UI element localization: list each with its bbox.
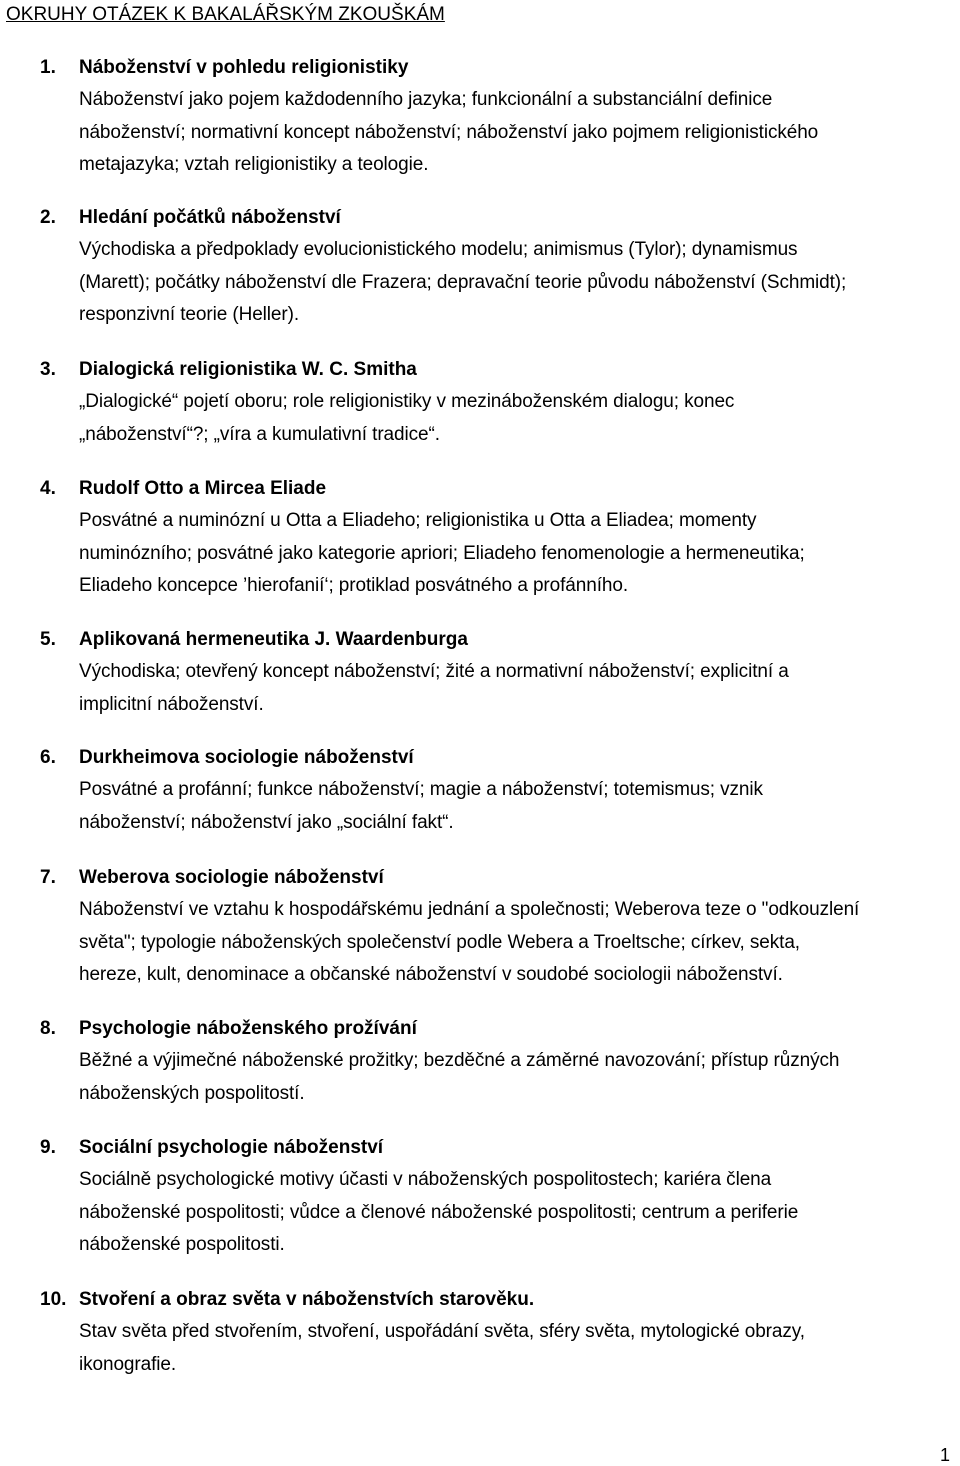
body-line: „Dialogické“ pojetí oboru; role religionistiky v mezináboženském dialogu; konec: [79, 391, 735, 412]
section-heading: Náboženství v pohledu religionistiky: [79, 57, 409, 78]
body-line: ikonografie.: [79, 1353, 177, 1375]
document-title: OKRUHY OTÁZEK K BAKALÁŘSKÝM ZKOUŠKÁM: [6, 4, 445, 25]
section-body: [79, 234, 957, 332]
section-body: [79, 84, 957, 182]
section-heading: Aplikovaná hermeneutika J. Waardenburga: [79, 629, 468, 650]
section-heading: Dialogická religionistika W. C. Smitha: [79, 359, 417, 380]
body-line: Posvátné a numinózní u Otta a Eliadeho; religionistika u Otta a Eliadea; momenty: [79, 510, 757, 531]
section-heading: Weberova sociologie náboženství: [79, 867, 384, 888]
body-line: Východiska; otevřený koncept náboženství; žité a normativní náboženství; explicitní a: [79, 661, 789, 682]
body-line: Náboženství ve vztahu k hospodářskému jednání a společnosti; Weberova teze o "odkouzlení: [79, 899, 860, 920]
section-number: 10.: [40, 1289, 67, 1310]
body-line: „náboženství“?; „víra a kumulativní tradice“.: [79, 423, 440, 445]
body-line: Stav světa před stvořením, stvoření, uspořádání světa, sféry světa, mytologické obrazy,: [79, 1321, 805, 1342]
section-heading: Durkheimova sociologie náboženství: [79, 747, 414, 768]
section-body: [79, 1164, 957, 1262]
section-number: 3.: [40, 359, 56, 380]
body-line: Sociálně psychologické motivy účasti v náboženských pospolitostech; kariéra člena: [79, 1169, 772, 1190]
section-body: [79, 894, 957, 992]
body-line: Východiska a předpoklady evolucionistického modelu; animismus (Tylor); dynamismus: [79, 239, 798, 260]
body-line: (Marett); počátky náboženství dle Frazera; depravační teorie původu náboženství (Schmidt);: [79, 271, 847, 293]
section-heading: Sociální psychologie náboženství: [79, 1137, 384, 1158]
section-number: 1.: [40, 57, 56, 78]
body-line: Posvátné a profánní; funkce náboženství; magie a náboženství; totemismus; vznik: [79, 779, 763, 800]
body-line: náboženské pospolitosti; vůdce a členové náboženské pospolitosti; centrum a periferie: [79, 1201, 799, 1223]
section-number: 8.: [40, 1018, 56, 1039]
body-line: náboženství; náboženství jako „sociální fakt“.: [79, 811, 454, 833]
section-body: [79, 1316, 957, 1381]
section-heading: Rudolf Otto a Mircea Eliade: [79, 478, 327, 499]
section-number: 2.: [40, 207, 56, 228]
section-number: 6.: [40, 747, 56, 768]
body-line: náboženství; normativní koncept náboženství; náboženství jako pojmem religionistického: [79, 121, 819, 143]
body-line: Běžné a výjimečné náboženské prožitky; bezděčné a záměrné navozování; přístup různých: [79, 1050, 840, 1071]
section-body: [79, 1045, 957, 1110]
body-line: hereze, kult, denominace a občanské náboženství v soudobé sociologii náboženství.: [79, 964, 783, 986]
body-line: numinózního; posvátné jako kategorie apriori; Eliadeho fenomenologie a hermeneutika;: [79, 542, 805, 564]
section-heading: Stvoření a obraz světa v náboženstvích starověku.: [79, 1289, 535, 1310]
body-line: metajazyka; vztah religionistiky a teologie.: [79, 154, 429, 176]
section-body: [79, 656, 957, 721]
section-number: 7.: [40, 867, 56, 888]
section-body: [79, 774, 957, 839]
section-heading: Hledání počátků náboženství: [79, 207, 341, 228]
body-line: implicitní náboženství.: [79, 693, 264, 715]
body-line: Náboženství jako pojem každodenního jazyka; funkcionální a substanciální definice: [79, 89, 773, 110]
page-number: 1: [940, 1445, 951, 1465]
body-line: responzivní teorie (Heller).: [79, 304, 300, 326]
section-body: [79, 386, 957, 451]
section-number: 4.: [40, 478, 56, 499]
section-number: 5.: [40, 629, 56, 650]
body-line: náboženské pospolitosti.: [79, 1234, 285, 1256]
section-number: 9.: [40, 1137, 56, 1158]
section-body: [79, 505, 957, 603]
section-heading: Psychologie náboženského prožívání: [79, 1018, 417, 1039]
body-line: světa"; typologie náboženských společenství podle Webera a Troeltsche; církev, sekta,: [79, 931, 800, 953]
body-line: náboženských pospolitostí.: [79, 1082, 305, 1104]
body-line: Eliadeho koncepce ’hierofanií‘; protiklad posvátného a profánního.: [79, 575, 629, 597]
